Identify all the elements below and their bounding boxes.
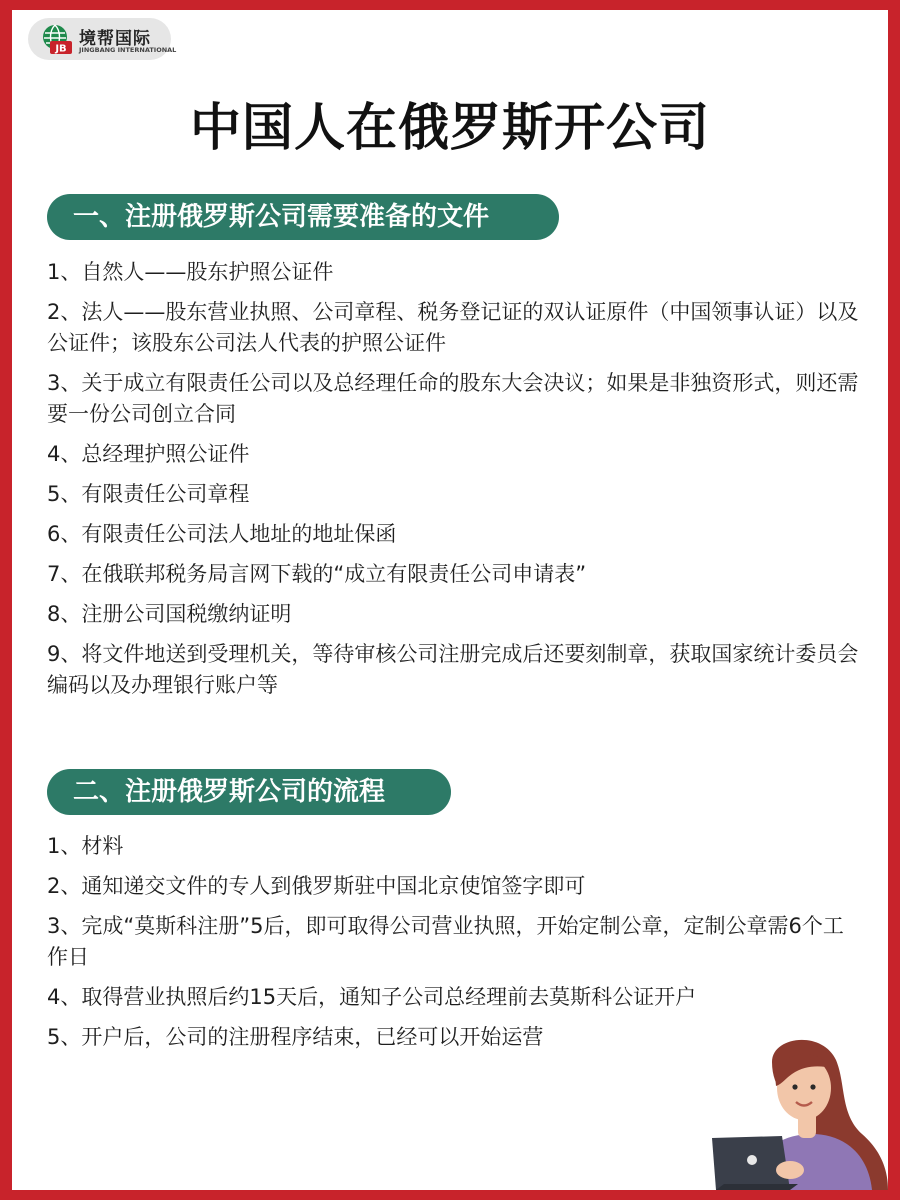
list-item: 5、有限责任公司章程 bbox=[47, 482, 250, 506]
process-list bbox=[47, 831, 862, 1062]
page-title: 中国人在俄罗斯开公司 bbox=[189, 99, 710, 158]
globe-logo-icon bbox=[40, 23, 74, 55]
section-heading-documents: 一、注册俄罗斯公司需要准备的文件 bbox=[47, 194, 559, 240]
poster-page bbox=[12, 10, 888, 1190]
brand-name-cn: 境帮国际 bbox=[79, 29, 151, 49]
list-item: 4、取得营业执照后约15天后，通知子公司总经理前去莫斯科公证开户 bbox=[47, 985, 697, 1009]
woman-with-laptop-illustration bbox=[712, 1034, 888, 1190]
list-item: 6、有限责任公司法人地址的地址保函 bbox=[47, 522, 397, 546]
list-item: 9、将文件地送到受理机关，等待审核公司注册完成后还要刻制章，获取国家统计委员会编码以及办理银行账户等 bbox=[47, 642, 859, 697]
section-heading-process: 二、注册俄罗斯公司的流程 bbox=[47, 769, 451, 815]
list-item: 1、自然人——股东护照公证件 bbox=[47, 260, 334, 284]
list-item: 1、材料 bbox=[47, 834, 124, 858]
list-item: 8、注册公司国税缴纳证明 bbox=[47, 602, 292, 626]
documents-list bbox=[47, 257, 862, 710]
list-item: 4、总经理护照公证件 bbox=[47, 442, 250, 466]
brand-name-en: JINGBANG INTERNATIONAL bbox=[79, 46, 177, 54]
list-item: 2、通知递交文件的专人到俄罗斯驻中国北京使馆签字即可 bbox=[47, 874, 586, 898]
list-item: 7、在俄联邦税务局言网下载的“成立有限责任公司申请表” bbox=[47, 562, 587, 586]
brand-logo bbox=[28, 18, 177, 60]
list-item: 5、开户后，公司的注册程序结束，已经可以开始运营 bbox=[47, 1025, 544, 1049]
list-item: 3、关于成立有限责任公司以及总经理任命的股东大会决议；如果是非独资形式，则还需要一份公司创立合同 bbox=[47, 371, 859, 426]
list-item: 3、完成“莫斯科注册”5后，即可取得公司营业执照，开始定制公章，定制公章需6个工作日 bbox=[47, 914, 844, 969]
svg-text:JB: JB bbox=[55, 43, 67, 55]
list-item: 2、法人——股东营业执照、公司章程、税务登记证的双认证原件（中国领事认证）以及公证件；该股东公司法人代表的护照公证件 bbox=[47, 300, 859, 355]
